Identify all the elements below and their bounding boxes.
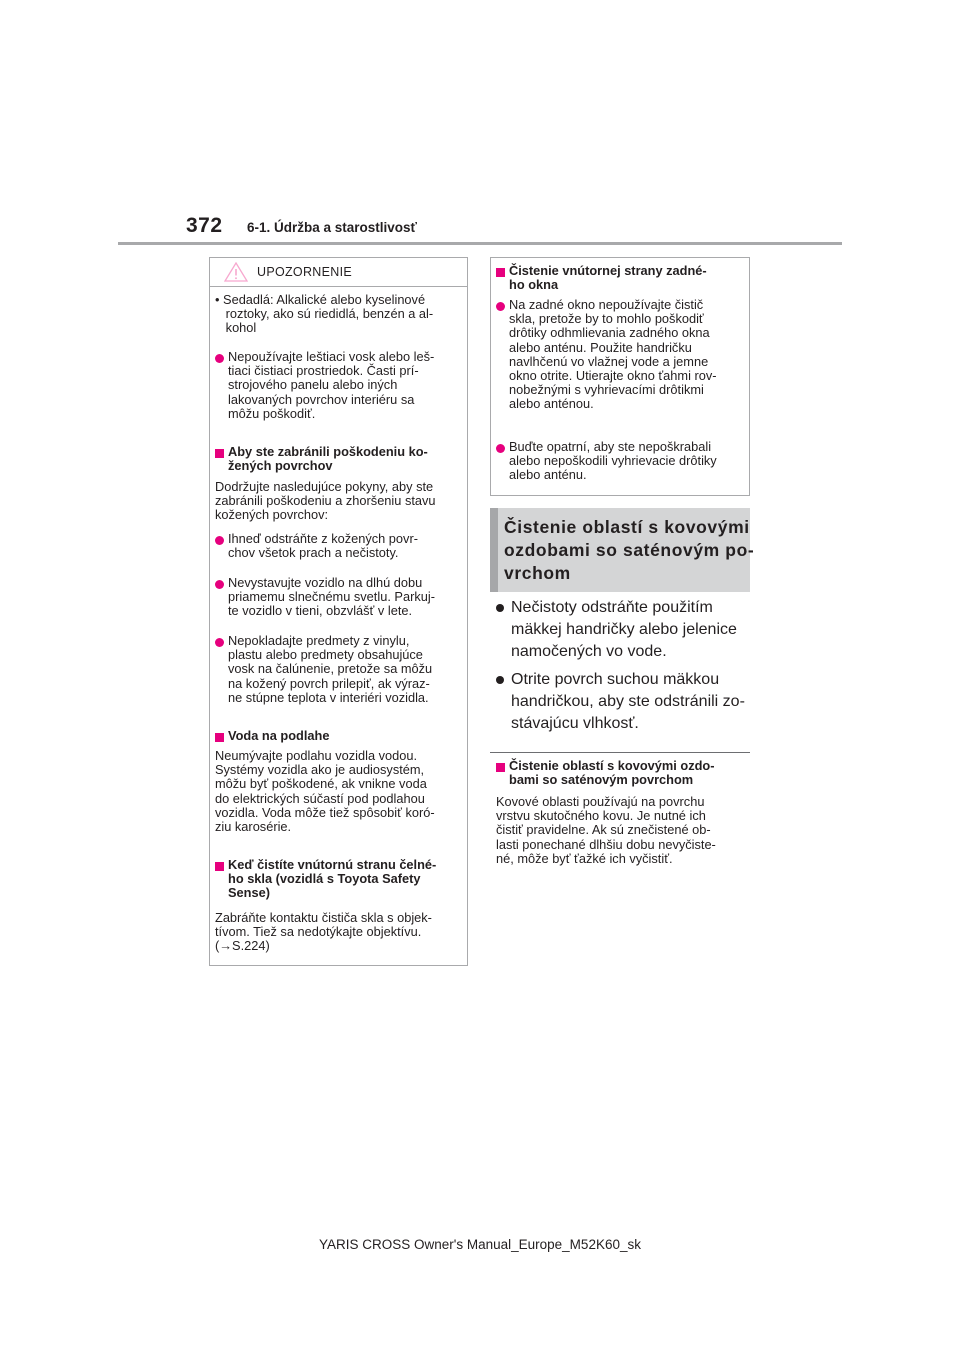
bullet-icon xyxy=(496,676,504,684)
step-remove-dirt: Nečistoty odstráňte použitím mäkkej handričky alebo jelenice namočených vo vode. xyxy=(511,599,737,660)
section-title: Čistenie oblastí s kovovými ozdobami so saténovým po- vrchom xyxy=(504,517,755,583)
warning-triangle-icon xyxy=(224,262,248,282)
caution-water-text: Neumývajte podlahu vozidla vodou. Systémy vozidla ako je audiosystém, môžu byť poškodené, ak vnikne voda do elektrických súčastí pod podlahou vozidla. Voda môže tiež spôsobiť koró- ziu karosérie. xyxy=(215,748,435,835)
bullet-icon xyxy=(496,444,505,453)
caution-bullet-wax: Nepoužívajte leštiaci vosk alebo leš- tiaci čistiaci prostriedok. Časti prí- strojového panelu alebo iných lakovaných povrchov interiéru sa môžu poškodiť. xyxy=(228,349,435,421)
caution-intro: • Sedadlá: Alkalické alebo kyselinové roztoky, ako sú riedidlá, benzén a al- kohol xyxy=(215,292,434,336)
caution-heading-water: Voda na podlahe xyxy=(228,728,330,743)
caution-title: UPOZORNENIE xyxy=(257,265,352,279)
page-number: 372 xyxy=(186,214,223,237)
caution-bullet-vinyl: Nepokladajte predmety z vinylu, plastu alebo predmety obsahujúce vosk na čalúnenie, pretože sa môžu na kožený povrch prilepiť, ak výraz- ne stúpne teplota v interiéri vozidla. xyxy=(228,633,433,705)
header-divider xyxy=(118,242,842,245)
bullet-icon xyxy=(215,536,224,545)
section-heading-band xyxy=(490,508,755,592)
square-bullet-icon xyxy=(215,862,224,871)
square-bullet-icon xyxy=(215,449,224,458)
bullet-icon xyxy=(215,580,224,589)
caution-bullet-sun: Nevystavujte vozidlo na dlhú dobu priamemu slnečnému svetlu. Parkuj- te vozidlo v tieni, obzvlášť v lete. xyxy=(228,575,435,619)
caution-heading-leather: Aby ste zabránili poškodeniu ko- žených povrchov xyxy=(228,444,428,474)
square-bullet-icon xyxy=(496,268,505,277)
note-divider xyxy=(490,752,750,753)
rear-window-heading: Čistenie vnútornej strany zadné- ho okna xyxy=(509,263,707,293)
bullet-icon xyxy=(215,638,224,647)
square-bullet-icon xyxy=(215,733,224,742)
caution-leather-text: Dodržujte nasledujúce pokyny, aby ste zabránili poškodeniu a zhoršeniu stavu kožených povrchov: xyxy=(215,479,436,523)
section-header-title: 6-1. Údržba a starostlivosť xyxy=(247,220,418,235)
rear-window-bullet-cleaner: Na zadné okno nepoužívajte čistič skla, pretože by to mohlo poškodiť drôtiky odhmlievania zadného okna alebo anténu. Použite handričku navlhčenú vo vlažnej vode a jemne okno otrite. Utierajte okno ťahmi rov- nobežnými s vyhrievacími drôtikmi alebo anténou. xyxy=(509,297,717,412)
bullet-icon xyxy=(496,302,505,311)
caution-windshield-text: Zabráňte kontaktu čističa skla s objek- tívom. Tiež sa nedotýkajte objektívu. (→S.224) xyxy=(215,910,432,954)
rear-window-bullet-scratch: Buďte opatrní, aby ste nepoškrabali alebo nepoškodili vyhrievacie drôtiky alebo anténu. xyxy=(509,439,717,483)
note-text: Kovové oblasti používajú na povrchu vrstvu skutočného kovu. Je nutné ich čistiť pravidelne. Ak sú znečistené ob- lasti ponechané dlhšiu dobu nevyčiste- né, môže byť ťažké ich vyčistiť. xyxy=(496,794,716,866)
caution-header xyxy=(210,258,467,287)
bullet-icon xyxy=(215,354,224,363)
step-dry-surface: Otrite povrch suchou mäkkou handričkou, aby ste odstránili zo- stávajúcu vlhkosť. xyxy=(511,671,745,732)
bullet-icon xyxy=(496,604,504,612)
caution-heading-windshield: Keď čistíte vnútornú stranu čelné- ho skla (vozidlá s Toyota Safety Sense) xyxy=(228,857,437,901)
caution-bullet-dust: Ihneď odstráňte z kožených povr- chov všetok prach a nečistoty. xyxy=(228,531,418,561)
section-heading-bar xyxy=(490,508,498,592)
square-bullet-icon xyxy=(496,763,505,772)
page-footer: YARIS CROSS Owner's Manual_Europe_M52K60_sk xyxy=(319,1237,641,1252)
note-heading: Čistenie oblastí s kovovými ozdo- bami so saténovým povrchom xyxy=(509,758,715,788)
